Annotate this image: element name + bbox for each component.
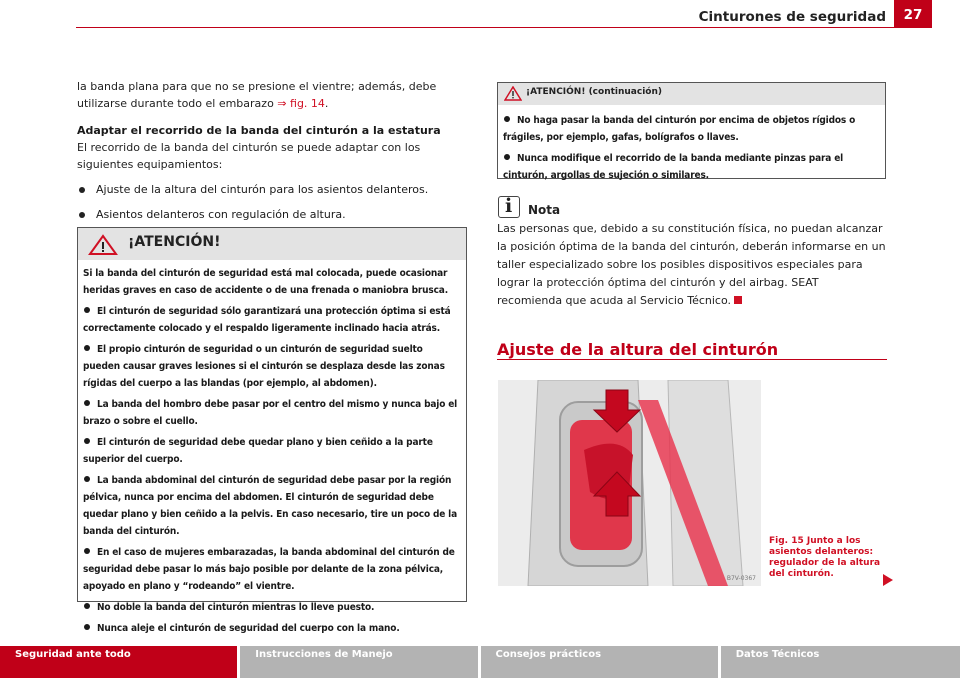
list-item: Asientos delanteros con regulación de altura.	[77, 206, 467, 223]
belt-height-adjuster-figure	[498, 380, 761, 586]
warning-item: No haga pasar la banda del cinturón por encima de objetos rígidos o frágiles, por ejemplo, gafas, bolígrafos o llaves.	[503, 115, 856, 143]
footer-tab-consejos[interactable]: Consejos prácticos	[481, 646, 718, 678]
warning-title: ¡ATENCIÓN!	[128, 234, 221, 250]
warning-item: El cinturón de seguridad sólo garantizará una protección óptima si está correctamente colocado y el respaldo ligeramente inclinado hacia atrás.	[83, 306, 451, 334]
figure-code: B7V-0367	[726, 575, 756, 582]
belt-adjuster-illustration	[498, 380, 761, 586]
section-title: Ajuste de la altura del cinturón	[497, 340, 779, 359]
fig-14-link[interactable]: ⇒ fig. 14	[277, 97, 325, 110]
figure-caption: Fig. 15 Junto a los asientos delanteros: regulador de la altura del cinturón.	[769, 536, 881, 579]
footer-tab-instrucciones[interactable]: Instrucciones de Manejo	[240, 646, 477, 678]
warning-item: La banda abdominal del cinturón de seguridad debe pasar por la región pélvica, nunca por encima del abdomen. El cinturón de seguridad debe quedar plano y bien ceñido a la pelvis. En caso necesario, tire un poco de la banda del cinturón.	[83, 475, 458, 537]
header-rule	[76, 27, 914, 28]
end-of-section-icon	[734, 296, 742, 304]
warning-item: El cinturón de seguridad debe quedar plano y bien ceñido a la parte superior del cuerpo.	[83, 437, 433, 465]
warning-lead: Si la banda del cinturón de seguridad está mal colocada, puede ocasionar heridas graves en caso de accidente o de una frenada o maniobra brusca.	[83, 268, 448, 296]
warning-body	[78, 260, 466, 637]
warning-item: No doble la banda del cinturón mientras lo lleve puesto.	[83, 599, 461, 616]
warning-item: En el caso de mujeres embarazadas, la banda abdominal del cinturón de seguridad debe pasar lo más bajo posible por delante de la zona pélvica, apoyado en plano y “rodeando” el vientre.	[83, 547, 455, 592]
info-icon: i	[498, 196, 520, 218]
warning-triangle-icon	[88, 234, 118, 256]
page-header-title: Cinturones de seguridad	[698, 9, 886, 25]
note-title: Nota	[528, 203, 561, 217]
warning-item: La banda del hombro debe pasar por el centro del mismo y nunca bajo el brazo o sobre el cuello.	[83, 399, 458, 427]
next-page-arrow-icon[interactable]	[883, 574, 893, 586]
warning-continuation-box	[497, 82, 886, 179]
warning-item: Nunca modifique el recorrido de la banda mediante pinzas para el cinturón, argollas de sujeción o similares.	[503, 153, 844, 181]
footer-nav	[0, 646, 960, 678]
list-item: Ajuste de la altura del cinturón para los asientos delanteros.	[77, 181, 467, 198]
footer-tab-seguridad[interactable]: Seguridad ante todo	[0, 646, 237, 678]
section-rule	[497, 359, 887, 360]
warning-header	[78, 228, 466, 260]
equipment-paragraph: El recorrido de la banda del cinturón se puede adaptar con los siguientes equipamientos:	[77, 141, 421, 171]
warning-item: Nunca aleje el cinturón de seguridad del cuerpo con la mano.	[83, 620, 461, 637]
footer-tab-datos[interactable]: Datos Técnicos	[721, 646, 960, 678]
note-text: Las personas que, debido a su constitución física, no puedan alcanzar la posición óptima de la banda del cinturón, deberán informarse en un taller especializado sobre los posibles dispositivos especiales para lograr la protección óptima del cinturón y del airbag. SEAT recomienda que acuda al Servicio Técnico.	[497, 222, 886, 307]
warning-triangle-icon	[504, 86, 522, 101]
warning-box	[77, 227, 467, 634]
left-column	[77, 78, 467, 223]
warning-item: El propio cinturón de seguridad o un cinturón de seguridad suelto pueden causar graves lesiones si el cinturón se desplaza desde las zonas rígidas del cuerpo a las blandas (por ejemplo, al abdomen).	[83, 344, 445, 389]
subheading: Adaptar el recorrido de la banda del cinturón a la estatura	[77, 124, 441, 137]
page-number: 27	[894, 0, 932, 28]
warning-continuation-title: ¡ATENCIÓN! (continuación)	[526, 87, 663, 97]
warning-continuation-header	[498, 83, 885, 105]
intro-paragraph: la banda plana para que no se presione el vientre; además, debe utilizarse durante todo el embarazo ⇒ fig. 14.	[77, 80, 437, 110]
